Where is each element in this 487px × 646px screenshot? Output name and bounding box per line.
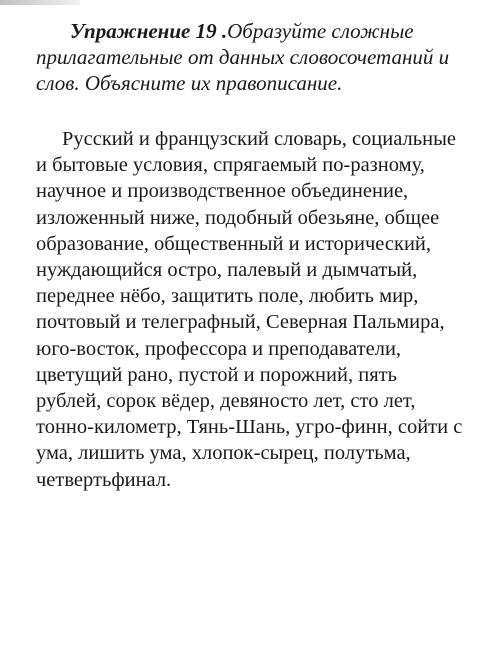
- textbook-page: [36, 18, 466, 493]
- scan-edge-artifact: [0, 0, 80, 5]
- exercise-word-list: Русский и французский словарь, социальные и бытовые условия, спрягаемый по-разному, научное и производственное объединение, изложенный ниже, подобный обезьяне, общее образование, общественный и исторический, нуждающийся остро, палевый и дымчатый, переднее нёбо, защитить поле, любить мир, почтовый и телеграфный, Северная Пальмира, юго-восток, профессора и преподаватели, цветущий рано, пустой и порожний, пять рублей, сорок вёдер, девяносто лет, сто лет, тонно-километр, Тянь-Шань, угро-финн, сойти с ума, лишить ума, хлопок-сырец, полутьма, четвертьфинал.: [36, 128, 463, 491]
- exercise-instruction: Образуйте сложные прилагательные от данных словосочетаний и слов. Объясните их правописание.: [36, 19, 450, 95]
- exercise-title: Упражнение 19 .: [70, 19, 228, 43]
- exercise-heading: [36, 18, 466, 96]
